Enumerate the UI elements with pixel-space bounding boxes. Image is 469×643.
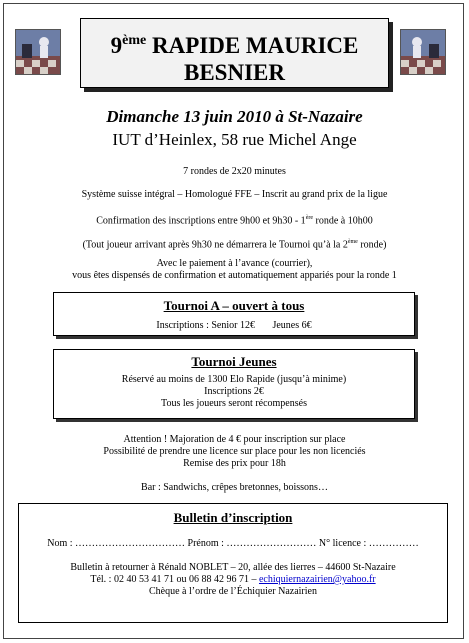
tournoi-jeunes-line1: Réservé au moins de 1300 Elo Rapide (jusqu’à minime) [121, 374, 347, 385]
tournament-title: 9ème RAPIDE MAURICE BESNIER [80, 18, 389, 88]
prepay-info-1: Avec le paiement à l’avance (courrier), [156, 258, 313, 269]
tournoi-jeunes-box [53, 349, 415, 419]
tournoi-jeunes-line2: Inscriptions 2€ [204, 386, 264, 397]
tournoi-a-title: Tournoi A – ouvert à tous [163, 298, 305, 313]
tournoi-jeunes-line3: Tous les joueurs seront récompensés [161, 398, 307, 409]
club-logo-left [15, 29, 61, 75]
event-date-place: Dimanche 13 juin 2010 à St-Nazaire [106, 107, 363, 126]
bulletin-return-address: Bulletin à retourner à Rénald NOBLET – 20, allée des lierres – 44600 St-Nazaire [70, 562, 396, 573]
prizes-note: Remise des prix pour 18h [183, 458, 286, 469]
surcharge-note: Attention ! Majoration de 4 € pour inscription sur place [123, 434, 346, 445]
email-link[interactable]: echiquiernazairien@yahoo.fr [258, 574, 376, 585]
tournoi-a-box [53, 292, 415, 336]
event-venue: IUT d’Heinlex, 58 rue Michel Ange [112, 130, 357, 149]
club-logo-right [400, 29, 446, 75]
licence-note: Possibilité de prendre une licence sur place pour les non licenciés [103, 446, 366, 457]
bulletin-contact: Tél. : 02 40 53 41 71 ou 06 88 42 96 71 – echiquiernazairien@yahoo.fr [90, 574, 376, 585]
bar-note: Bar : Sandwichs, crêpes bretonnes, boissons… [141, 482, 328, 493]
bulletin-fields: Nom : …………………………… Prénom : ……………………… N° licence : …………… [47, 538, 419, 549]
late-arrival-info: (Tout joueur arrivant après 9h30 ne démarrera le Tournoi qu’à la 2ème ronde) [82, 239, 387, 251]
bulletin-cheque: Chèque à l’ordre de l’Échiquier Nazairien [149, 586, 317, 597]
confirmation-info: Confirmation des inscriptions entre 9h00 et 9h30 - 1ère ronde à 10h00 [96, 215, 373, 227]
bulletin-title: Bulletin d’inscription [173, 510, 293, 525]
prepay-info-2: vous êtes dispensés de confirmation et automatiquement appariés pour la ronde 1 [72, 270, 397, 281]
rounds-info: 7 rondes de 2x20 minutes [183, 166, 286, 177]
bulletin-box [18, 503, 448, 623]
tournoi-jeunes-title: Tournoi Jeunes [191, 354, 277, 369]
tournoi-a-fees: Inscriptions : Senior 12€ Jeunes 6€ [156, 320, 312, 331]
system-info: Système suisse intégral – Homologué FFE – Inscrit au grand prix de la ligue [81, 189, 388, 200]
